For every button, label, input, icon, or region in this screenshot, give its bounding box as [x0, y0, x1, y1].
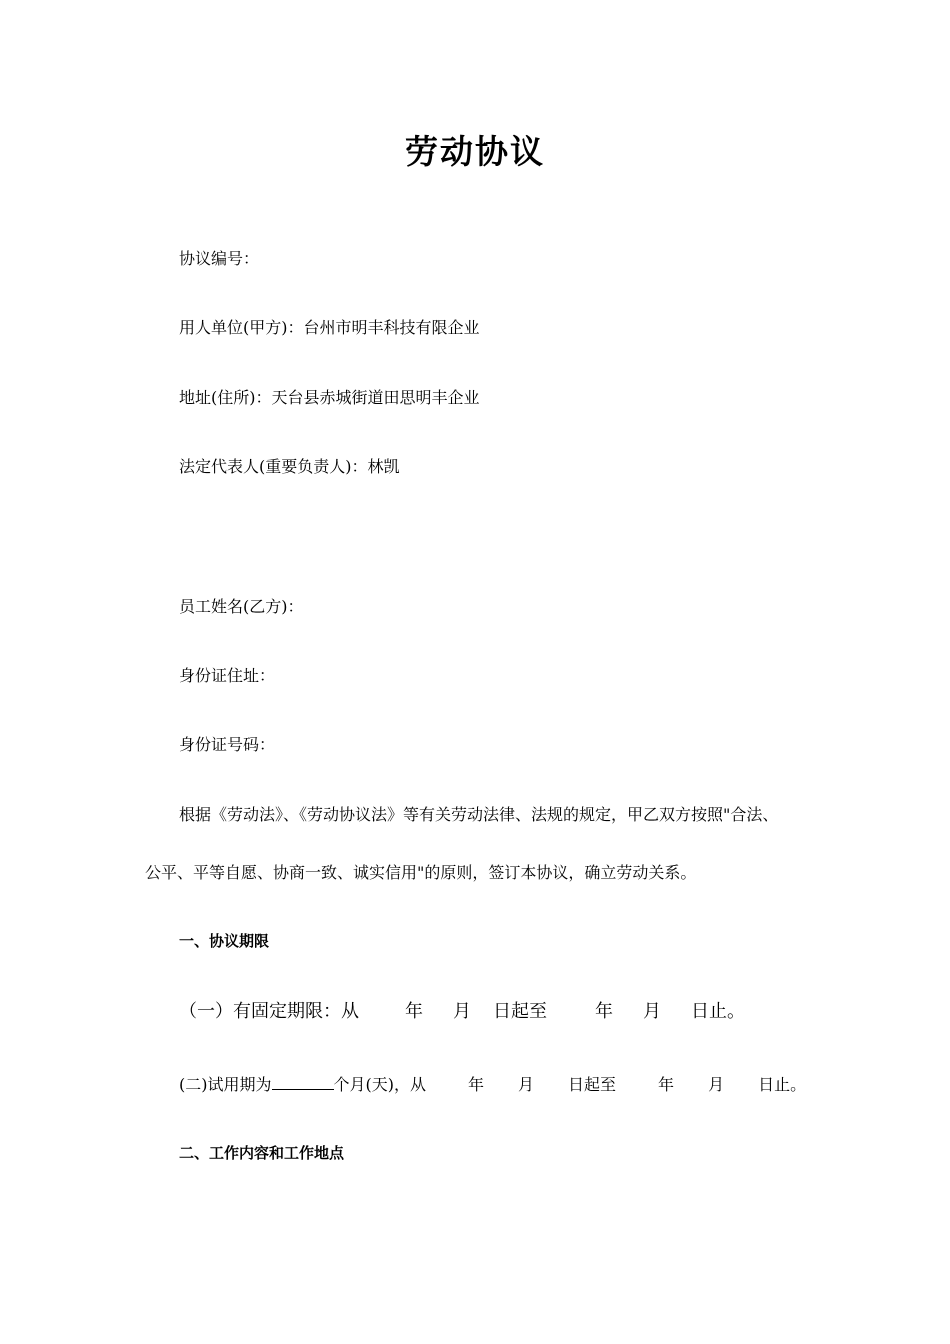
agreement-number-label: 协议编号：	[179, 249, 260, 268]
probation-day-to: 日止。	[758, 1075, 807, 1094]
probation-month-to: 月	[708, 1075, 725, 1094]
fixed-term-year-to: 年	[595, 1001, 613, 1022]
intro-paragraph-line2: 公平、平等自愿、协商一致、诚实信用"的原则，签订本协议，确立劳动关系。	[145, 863, 697, 882]
legal-representative-value: 林凯	[367, 457, 400, 476]
address-value: 天台县赤城街道田思明丰企业	[271, 388, 480, 407]
fixed-term-day-from: 日起至	[493, 1001, 547, 1022]
probation-suffix: 个月(天)，从	[333, 1075, 426, 1094]
fixed-term-prefix: （一）有固定期限：从	[179, 1001, 359, 1022]
fixed-term-month-from: 月	[453, 1001, 471, 1022]
employee-name-label: 员工姓名(乙方)：	[179, 597, 304, 616]
intro-paragraph-line1: 根据《劳动法》、《劳动协议法》等有关劳动法律、法规的规定，甲乙双方按照"合法、	[179, 805, 779, 824]
address-label: 地址(住所)：	[179, 388, 272, 407]
id-number-line	[179, 732, 275, 755]
fixed-term-day-to: 日止。	[691, 1001, 745, 1022]
probation-month-from: 月	[518, 1075, 535, 1094]
id-number-label: 身份证号码：	[179, 735, 276, 754]
fixed-term-month-to: 月	[643, 1001, 661, 1022]
id-address-label: 身份证住址：	[179, 666, 276, 685]
probation-blank	[272, 1075, 334, 1090]
legal-representative-label: 法定代表人(重要负责人)：	[179, 457, 368, 476]
probation-year-from: 年	[468, 1075, 485, 1094]
employee-name-line	[179, 594, 304, 617]
agreement-number-line	[179, 246, 259, 269]
probation-line	[179, 1072, 806, 1095]
probation-day-from: 日起至	[568, 1075, 617, 1094]
section-heading-work: 二、工作内容和工作地点	[179, 1144, 345, 1162]
employer-line	[179, 315, 480, 338]
document-title: 劳动协议	[405, 132, 545, 171]
fixed-term-year-from: 年	[405, 1001, 423, 1022]
legal-representative-line	[179, 454, 400, 477]
section-heading-term: 一、协议期限	[179, 932, 270, 950]
address-line	[179, 385, 480, 408]
probation-year-to: 年	[658, 1075, 675, 1094]
fixed-term-line	[179, 997, 745, 1023]
employer-label: 用人单位(甲方)：	[179, 318, 304, 337]
probation-prefix: (二)试用期为	[179, 1075, 272, 1094]
employer-value: 台州市明丰科技有限企业	[303, 318, 480, 337]
id-address-line	[179, 663, 275, 686]
